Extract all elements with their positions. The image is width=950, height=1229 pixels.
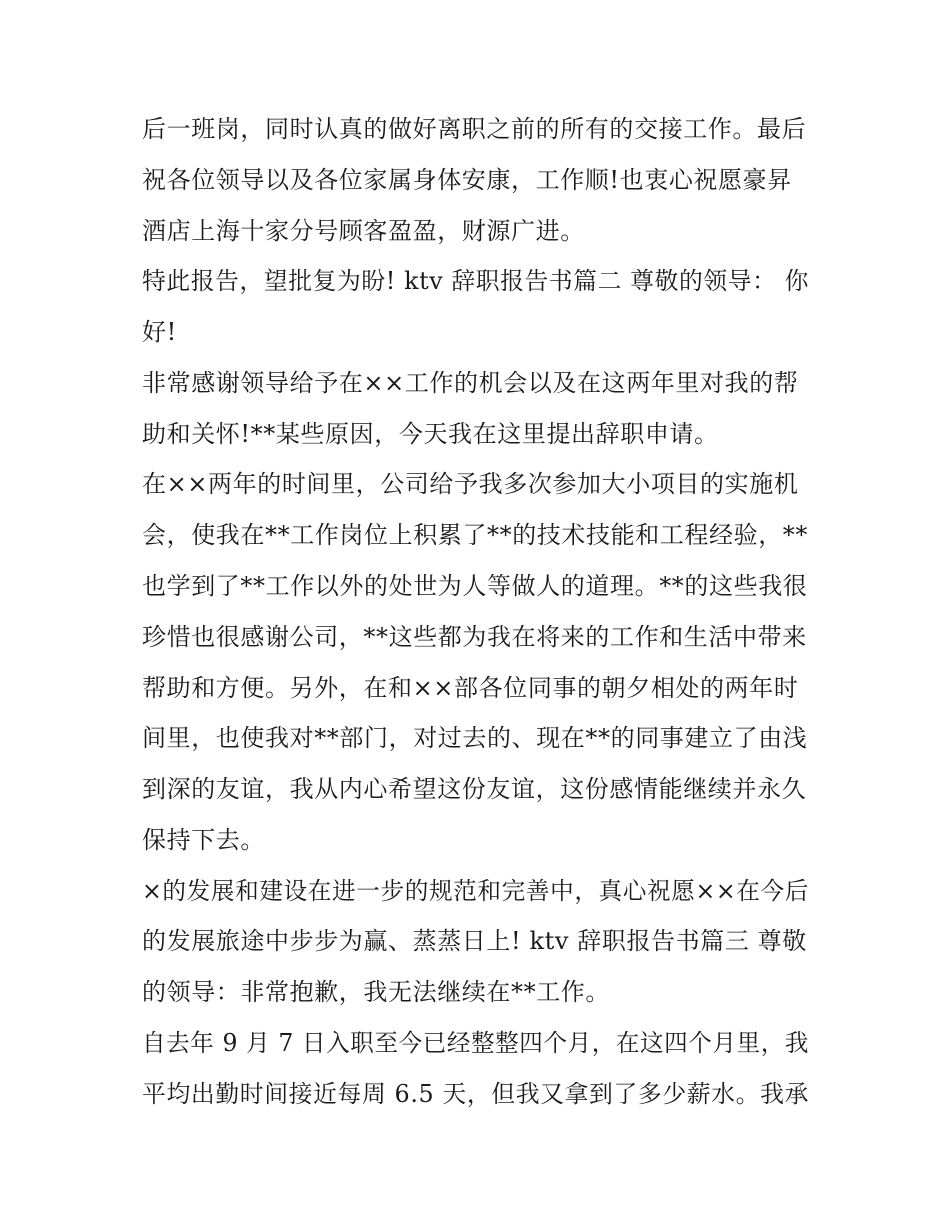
- text-line-2: 祝各位领导以及各位家属身体安康，工作顺!也衷心祝愿豪昇: [142, 166, 792, 194]
- text-line-8: 在××两年的时间里，公司给予我多次参加大小项目的实施机: [142, 470, 799, 498]
- text-line-6: 非常感谢领导给予在××工作的机会以及在这两年里对我的帮: [142, 369, 799, 397]
- text-line-15: 保持下去。: [142, 826, 265, 854]
- text-line-14: 到深的友谊，我从内心希望这份友谊，这份感情能继续并永久: [142, 775, 807, 803]
- text-line-20: 平均出勤时间接近每周 6.5 天，但我又拿到了多少薪水。我承: [142, 1080, 810, 1108]
- text-line-19: 自去年 9 月 7 日入职至今已经整整四个月，在这四个月里，我: [142, 1029, 810, 1057]
- text-line-10: 也学到了**工作以外的处世为人等做人的道理。**的这些我很: [142, 572, 808, 600]
- text-line-11: 珍惜也很感谢公司，**这些都为我在将来的工作和生活中带来: [142, 623, 807, 651]
- text-line-7: 助和关怀!**某些原因，今天我在这里提出辞职申请。: [142, 420, 719, 448]
- text-line-1: 后一班岗，同时认真的做好离职之前的所有的交接工作。最后: [142, 115, 807, 143]
- text-line-9: 会，使我在**工作岗位上积累了**的技术技能和工程经验，**: [142, 521, 808, 549]
- text-line-3: 酒店上海十家分号顾客盈盈，财源广进。: [142, 217, 585, 245]
- text-line-12: 帮助和方便。另外，在和××部各位同事的朝夕相处的两年时: [142, 674, 799, 702]
- text-line-4: 特此报告，望批复为盼! ktv 辞职报告书篇二 尊敬的领导： 你: [142, 267, 809, 295]
- text-line-17: 的发展旅途中步步为赢、蒸蒸日上! ktv 辞职报告书篇三 尊敬: [142, 927, 807, 955]
- text-line-13: 间里，也使我对**部门，对过去的、现在**的同事建立了由浅: [142, 724, 808, 752]
- text-line-5: 好!: [142, 318, 177, 346]
- text-line-16: ×的发展和建设在进一步的规范和完善中，真心祝愿××在今后: [142, 877, 809, 905]
- text-line-18: 的领导：非常抱歉，我无法继续在**工作。: [142, 978, 610, 1006]
